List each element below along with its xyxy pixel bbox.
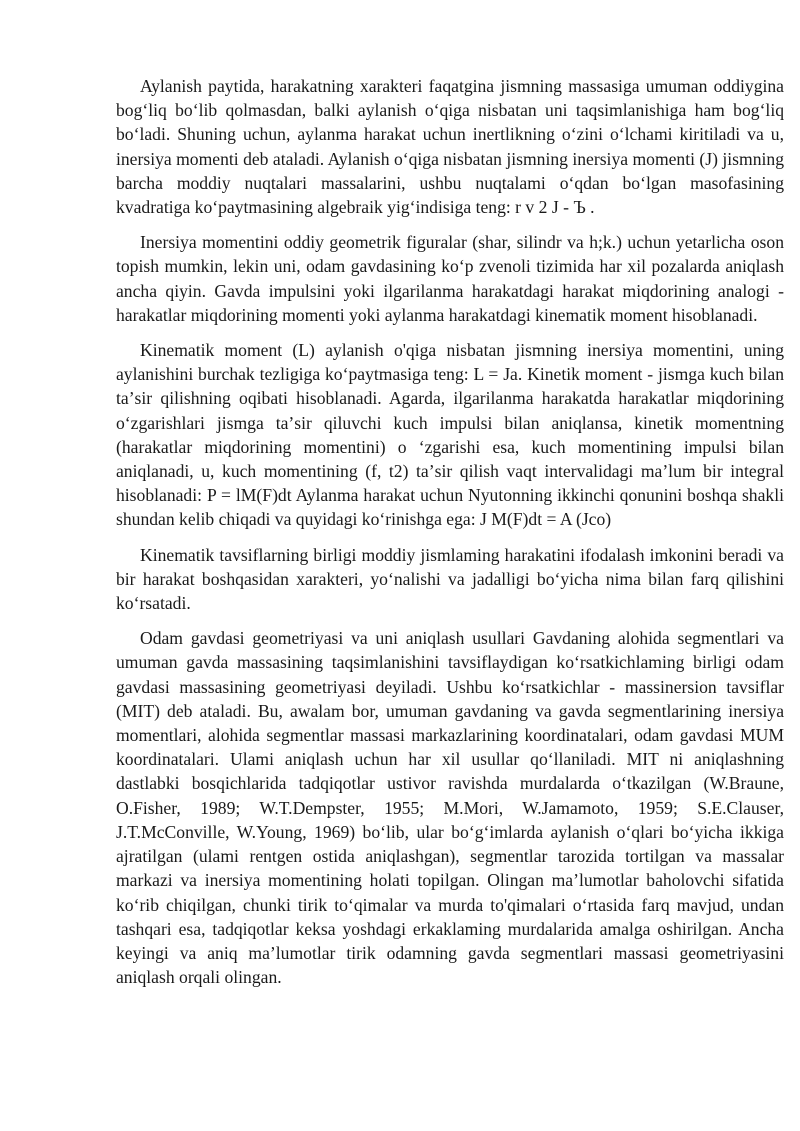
document-page — [116, 74, 784, 1000]
paragraph-4: Kinematik tavsiflarning birligi moddiy jismlaming harakatini ifodalash imkonini beradi va bir harakat boshqasidan xarakteri, yoʻnalishi va jadalligi boʻyicha nima bilan farq qilishini koʻrsatadi. — [116, 544, 784, 614]
paragraph-3: Kinematik moment (L) aylanish o'qiga nisbatan jismning inersiya momentini, uning aylanishini burchak tezligiga koʻpaytmasiga teng: L = Ja. Kinetik moment - jismga kuch bilan taʼsir qilishning oqibati hisoblanadi. Agarda, ilgarilanma harakatda harakatlar miqdorining oʻzgarishlari jismga taʼsir qiluvchi kuch impulsi bilan aniqlansa, kinetik momentning (harakatlar miqdorining momentini) o ʻzgarishi esa, kuch momentining impulsi bilan aniqlanadi, u, kuch momentining (f, t2) taʼsir qilish vaqt intervalidagi maʼlum bir integral hisoblanadi: P = lM(F)dt Aylanma harakat uchun Nyutonning ikkinchi qonunini boshqa shakli shundan kelib chiqadi va quyidagi koʻrinishga ega: J M(F)dt = A (Jco) — [116, 340, 784, 530]
paragraph-5: Odam gavdasi geometriyasi va uni aniqlash usullari Gavdaning alohida segmentlari va umuman gavda massasining taqsimlanishini tavsiflaydigan koʻrsatkichlaming birligi odam gavdasi massasining geometriyasi deyiladi. Ushbu koʻrsatkichlar - massinersion tavsiflar (MIT) deb ataladi. Bu, awalam bor, umuman gavdaning va gavda segmentlarining inersiya momentlari, alohida segmentlar massasi markazlarining koordinatalari, odam gavdasi MUM koordinatalari. Ulami aniqlash uchun har xil usullar qoʻllaniladi. MIT ni aniqlashning dastlabki bosqichlarida tadqiqotlar ustivor ravishda murdalarda oʻtkazilgan (W.Braune, O.Fisher, 1989; W.T.Dempster, 1955; M.Mori, W.Jamamoto, 1959; S.E.Clauser, J.T.McConville, W.Young, 1969) boʻlib, ular boʻgʻimlarda aylanish oʻqlari boʻyicha ikkiga ajratilgan (ulami rentgen ostida aniqlashgan), segmentlar tarozida tortilgan va massalar markazi va inersiya momentining holati topilgan. Olingan maʼlumotlar baholovchi sifatida koʻrib chiqilgan, chunki tirik toʻqimalar va murda to'qimalari oʻrtasida farq mavjud, undan tashqari esa, tadqiqotlar keksa yoshdagi erkaklaming murdalarida amalga oshirilgan. Ancha keyingi va aniq maʼlumotlar tirik odamning gavda segmentlari massasi geometriyasini aniqlash orqali olingan. — [116, 628, 784, 988]
paragraph-2: Inersiya momentini oddiy geometrik figuralar (shar, silindr va h;k.) uchun yetarlicha oson topish mumkin, lekin uni, odam gavdasining koʻp zvenoli tizimida har xil pozalarda aniqlash ancha qiyin. Gavda impulsini yoki ilgarilanma harakatdagi harakat miqdorining analogi - harakatlar miqdorining momenti yoki aylanma harakatdagi kinematik moment hisoblanadi. — [116, 232, 784, 325]
paragraph-1: Aylanish paytida, harakatning xarakteri faqatgina jismning massasiga umuman oddiygina bogʻliq boʻlib qolmasdan, balki aylanish oʻqiga nisbatan uni taqsimlanishiga ham bogʻliq boʻladi. Shuning uchun, aylanma harakat uchun inertlikning oʻzini oʻlchami kiritiladi va u, inersiya momenti deb ataladi. Aylanish oʻqiga nisbatan jismning inersiya momenti (J) jismning barcha moddiy nuqtalari massalarini, ushbu nuqtalami oʻqdan boʻlgan masofasining kvadratiga koʻpaytmasining algebraik yigʻindisiga teng: r v 2 J - Ъ . — [116, 76, 784, 218]
